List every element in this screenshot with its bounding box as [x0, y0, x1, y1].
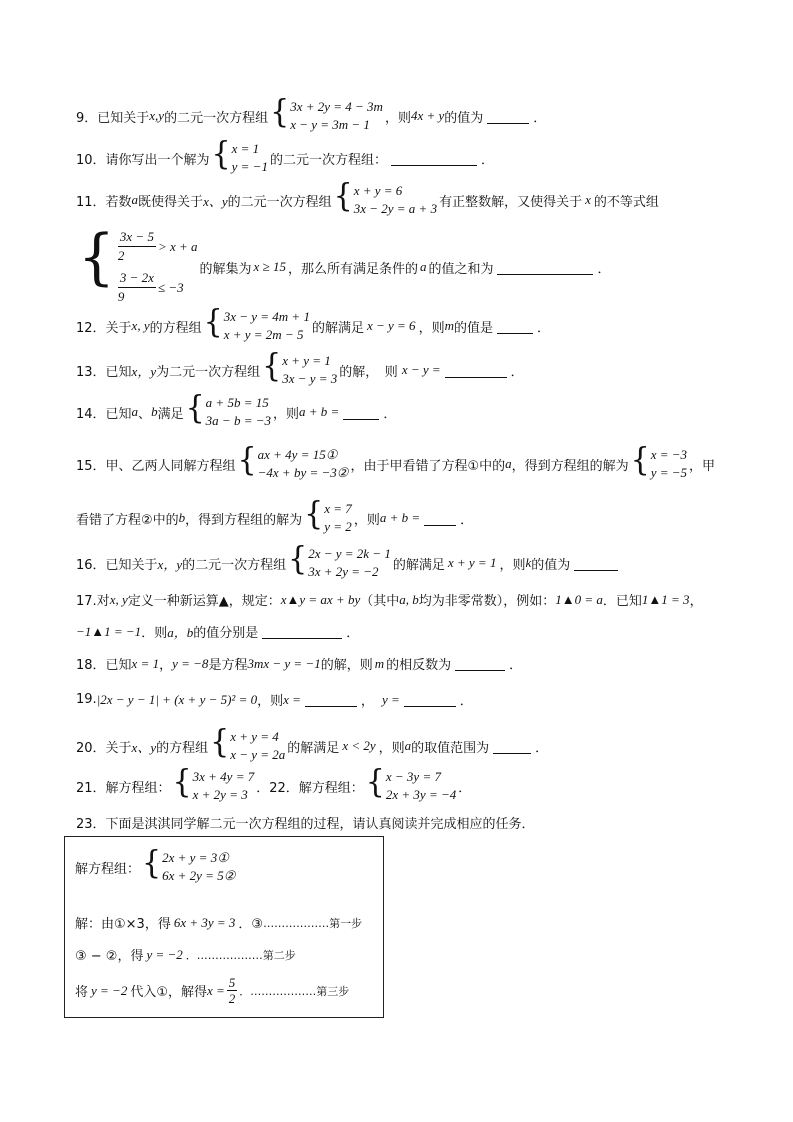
q15-pre: 15．甲、乙两人同解方程组: [76, 458, 236, 474]
q19-y: y =: [381, 691, 400, 707]
q18-pre: 18．已知: [76, 658, 132, 673]
q15-answer-blank[interactable]: [424, 511, 456, 526]
box-s3e: y = −2: [91, 982, 128, 998]
q18-eq: 3mx − y = −1: [247, 655, 321, 671]
q11-line2c: 的值之和为: [428, 261, 494, 277]
q10-answer-blank[interactable]: [391, 151, 477, 166]
box-system-line: [75, 844, 237, 885]
box-s3x: x =: [207, 982, 225, 998]
q15-mid2: ，得到方程组的解为: [511, 458, 629, 474]
q14-mid2: 满足: [157, 406, 184, 422]
q17-l1d: 均为非零常数），例如：: [418, 594, 556, 609]
q10-eq2: y = −1: [231, 159, 268, 174]
question-23: [76, 813, 535, 832]
q11-line2b: ，那么所有满足条件的: [287, 261, 418, 277]
q16-eq1: 2x − y = 2k − 1: [308, 546, 391, 561]
q18-m: m: [374, 655, 385, 671]
question-14: [76, 389, 397, 430]
q15-post: ，甲: [689, 458, 716, 474]
q11-x: x: [585, 192, 591, 207]
q15-expr: a + b =: [379, 510, 421, 525]
q16-post: 的解满足: [392, 557, 445, 573]
box-step-1: [75, 913, 362, 932]
q12-vars: x, y: [131, 318, 150, 333]
box-s3d: 2: [228, 991, 236, 1006]
q17-ex: 1▲0 = a: [555, 591, 603, 607]
q14-post: ，则: [273, 406, 300, 422]
q10-pre: 10．请你写出一个解为: [76, 152, 210, 168]
q16-post2: ，则: [499, 557, 526, 573]
q20-eq2: x − y = 2a: [230, 747, 286, 762]
q11-vars: x、y: [203, 193, 228, 209]
q16-system: { 2x − y = 2k − 1 3x + 2y = −2: [288, 540, 391, 579]
question-16: [76, 540, 622, 581]
q11-system: { x + y = 6 3x − 2y = a + 3: [333, 177, 438, 216]
q22-end: ．: [458, 780, 472, 796]
q22-system: { x − 3y = 7 2x + 3y = −4: [365, 763, 457, 802]
q20-mid: 的方程组: [156, 740, 209, 756]
q21-end: ．: [256, 780, 270, 796]
q22-pre: 22．解方程组：: [269, 780, 364, 796]
q11-i1-num: 3x − 5: [118, 228, 156, 247]
q11-mid2: 的二元一次方程组: [227, 194, 332, 210]
q13-pre: 13．已知: [76, 364, 132, 380]
q11-mid: 既使得关于: [138, 194, 204, 210]
q11-i1-den: 2: [117, 248, 125, 263]
q11-inequalities: { $\frac{3x - 5}{2}$ > x + a $\frac{3 - 2x}{9}$ ≤ −3: [78, 220, 198, 304]
q14-pre: 14．已知: [76, 406, 132, 422]
q12-post3: 的值是: [453, 320, 493, 336]
q13-vars: x，y: [131, 363, 157, 379]
q13-answer-blank[interactable]: [445, 363, 507, 378]
q16-pre: 16．已知关于: [76, 557, 158, 573]
q18-c: ，: [159, 658, 173, 673]
q18-post2: 的相反数为: [386, 658, 452, 673]
q23-text: 23．下面是淇淇同学解二元一次方程组的过程，请认真阅读并完成相应的任务．: [76, 817, 535, 832]
q19-eq: |2x − y − 1| + (x + y − 5)² = 0: [96, 691, 258, 707]
q13-eq1: x + y = 1: [282, 353, 331, 368]
q13-system: { x + y = 1 3x − y = 3: [262, 347, 338, 386]
q12-cond: x − y = 6: [366, 318, 416, 333]
q11-i2-num: 3 − 2x: [118, 269, 156, 288]
q20-vars: x、y: [131, 739, 157, 755]
q12-end: ．: [536, 320, 550, 336]
question-17-line2: [76, 622, 359, 641]
q19-mid: ，则: [257, 694, 284, 709]
q9-answer-blank[interactable]: [487, 109, 529, 124]
question-10: [76, 135, 494, 176]
box-s3a: 将: [75, 985, 89, 1000]
q12-post: 的解满足: [311, 320, 364, 336]
q11-pre: 11．若数: [76, 194, 132, 210]
q19-y-blank[interactable]: [404, 692, 456, 707]
q14-end: ．: [383, 406, 397, 422]
q22-eq1: x − 3y = 7: [385, 769, 441, 784]
q17-l1: 17.对: [76, 594, 110, 609]
q19-c: ，: [360, 694, 374, 709]
q16-vars: x，y: [157, 556, 183, 572]
box-s1c: ………………第一步: [263, 916, 363, 930]
question-20: [76, 723, 549, 764]
q16-cond: x + y = 1: [447, 555, 497, 570]
q15-s2: y = −5: [650, 465, 688, 480]
q15-a: a: [505, 456, 512, 471]
q15-l2c: ，则: [353, 512, 380, 528]
q14-b: b: [151, 404, 158, 419]
q17-g2: −1▲1 = −1: [76, 623, 142, 639]
question-21-22: [76, 763, 472, 804]
q20-post: 的解满足: [287, 740, 340, 756]
q17-l2b: 的值分别是: [193, 626, 259, 641]
q9-pre: 9．已知关于: [76, 110, 150, 126]
q15-eq1: ax + 4y = 15①: [257, 447, 338, 462]
question-15: [76, 441, 716, 482]
q12-system: { 3x − y = 4m + 1 x + y = 2m − 5: [203, 303, 310, 342]
q17-ab: a, b: [399, 591, 419, 607]
q14-answer-blank[interactable]: [343, 405, 379, 420]
q14-expr: a + b =: [299, 404, 340, 419]
q17-vars: x, y: [109, 591, 128, 607]
question-13: [76, 347, 524, 388]
q15-l2b: ，得到方程组的解为: [185, 512, 303, 528]
box-s2b: ．………………第二步: [185, 948, 296, 962]
q11-a: a: [131, 192, 139, 207]
q15-end: ．: [460, 512, 474, 528]
q9-end: ．: [533, 110, 547, 126]
box-eq2: 6x + 2y = 5②: [162, 868, 236, 883]
box-s3b: 代入①，解得: [130, 985, 207, 1000]
question-19: [76, 690, 473, 709]
q15-l2a: 看错了方程②中的: [76, 512, 179, 528]
q17-answer-blank[interactable]: [262, 624, 342, 639]
q20-answer-blank[interactable]: [493, 739, 531, 754]
q15-s1: x = −3: [650, 447, 688, 462]
box-step-2: [75, 945, 296, 964]
q17-l1b: 定义一种新运算▲，规定：: [127, 594, 281, 609]
q21-system: { 3x + 4y = 7 x + 2y = 3: [172, 763, 255, 802]
q10-end: ．: [480, 152, 494, 168]
box-eq1: 2x + y = 3①: [162, 850, 229, 865]
q19-pre: 19.: [76, 692, 97, 707]
q10-solution: { x = 1 y = −1: [211, 135, 268, 174]
q22-eq2: 2x + 3y = −4: [385, 787, 457, 802]
q21-eq1: 3x + 4y = 7: [192, 769, 255, 784]
q12-m: m: [444, 318, 454, 333]
q12-post2: ，则: [418, 320, 445, 336]
q21-pre: 21．解方程组：: [76, 780, 171, 796]
q17-ab2: a，b: [167, 625, 194, 640]
q17-l1e: ．已知: [602, 594, 642, 609]
q15-t1: x = 7: [324, 501, 352, 516]
q12-pre: 12．关于: [76, 320, 132, 336]
q20-cond: x < 2y: [342, 738, 376, 753]
q11-a2: a: [419, 259, 427, 274]
q11-post: 有正整数解，又使得关于: [439, 194, 583, 210]
q20-end: ．: [535, 740, 549, 756]
q15-eq2: −4x + by = −3②: [257, 465, 349, 480]
question-15-line2: [76, 495, 474, 536]
q13-mid: 为二元一次方程组: [156, 364, 261, 380]
q9-mid: 的二元一次方程组: [164, 110, 269, 126]
q9-post2: 的值为: [444, 110, 484, 126]
q16-mid: 的二元一次方程组: [182, 557, 287, 573]
q9-eq2: x − y = 3m − 1: [290, 117, 370, 132]
box-s1e: 6x + 3y = 3: [173, 914, 236, 930]
q20-pre: 20．关于: [76, 740, 132, 756]
q14-eq1: a + 5b = 15: [205, 395, 269, 410]
q15-t2: y = 2: [324, 519, 352, 534]
q17-def: x▲y = ax + by: [280, 591, 361, 607]
box-s1b: ．③: [238, 917, 264, 932]
q17-l2a: ．则: [141, 626, 168, 641]
q15-solution-2: { x = 7 y = 2: [304, 495, 352, 534]
q11-i2-den: 9: [117, 289, 125, 304]
q13-post: 的解， 则: [339, 364, 398, 380]
q18-post: 的解，则: [320, 658, 373, 673]
q17-end: ．: [346, 626, 360, 641]
q13-expr: x − y =: [401, 362, 441, 377]
box-system: { 2x + y = 3① 6x + 2y = 5②: [142, 844, 236, 883]
q11-eq2: 3x − 2y = a + 3: [353, 201, 438, 216]
q16-post3: 的值为: [531, 557, 571, 573]
question-11: [76, 177, 659, 218]
q11-eq1: x + y = 6: [353, 183, 403, 198]
q20-eq1: x + y = 4: [230, 729, 279, 744]
question-12: [76, 303, 550, 344]
q9-eq1: 3x + 2y = 4 − 3m: [290, 99, 383, 114]
box-s2e: y = −2: [146, 946, 183, 962]
box-s3c: ．………………第三步: [239, 984, 350, 998]
q16-k: k: [525, 555, 532, 570]
q12-eq1: 3x − y = 4m + 1: [223, 309, 310, 324]
q9-vars: x,y: [149, 108, 165, 123]
q11-i2-rhs: ≤ −3: [157, 279, 184, 295]
q17-l1c: （其中: [360, 594, 400, 609]
q15-mid: ，由于甲看错了方程①中的: [350, 458, 506, 474]
box-fraction: [227, 975, 238, 1006]
q11-sol: x ≥ 15: [253, 259, 286, 274]
solution-box: [64, 836, 384, 1018]
q11-post2: 的不等式组: [593, 194, 659, 210]
q14-eq2: 3a − b = −3: [205, 413, 271, 428]
q20-post3: 的取值范围为: [411, 740, 490, 756]
q16-answer-blank[interactable]: [574, 556, 618, 571]
q9-system: { 3x + 2y = 4 − 3m x − y = 3m − 1: [270, 93, 383, 132]
q14-a: a: [131, 404, 139, 419]
q18-x: x = 1: [131, 655, 160, 671]
q21-eq2: x + 2y = 3: [192, 787, 248, 802]
q20-a: a: [404, 738, 412, 753]
box-s1a: 解：由①×3，得: [75, 917, 171, 932]
q20-system: { x + y = 4 x − y = 2a: [210, 723, 286, 762]
q10-eq1: x = 1: [231, 141, 260, 156]
q15-b: b: [178, 510, 186, 525]
question-11-line2: [76, 220, 611, 306]
q13-eq2: 3x − y = 3: [282, 371, 338, 386]
q14-mid: 、: [138, 406, 152, 422]
q17-l1f: ，: [689, 594, 703, 609]
q13-end: ．: [510, 364, 524, 380]
q14-system: { a + 5b = 15 3a − b = −3: [185, 389, 271, 428]
q12-mid: 的方程组: [149, 320, 202, 336]
q18-mid: 是方程: [208, 658, 248, 673]
q19-x: x =: [283, 691, 301, 707]
box-l1: 解方程组：: [75, 861, 141, 877]
q9-expr: 4x + y: [410, 108, 445, 123]
q20-post2: ，则: [378, 740, 405, 756]
q18-end: ．: [509, 658, 523, 673]
q16-eq2: 3x + 2y = −2: [308, 564, 379, 579]
box-step-3: [75, 975, 349, 1006]
box-s3n: 5: [228, 975, 236, 990]
box-s2a: ③ − ②，得: [75, 949, 144, 964]
q15-system: { ax + 4y = 15① −4x + by = −3②: [237, 441, 349, 480]
q19-end: ．: [459, 694, 473, 709]
q19-x-blank[interactable]: [305, 692, 357, 707]
q15-solution-1: { x = −3 y = −5: [630, 441, 688, 480]
q12-answer-blank[interactable]: [497, 319, 533, 334]
q11-end: ．: [597, 261, 611, 277]
question-9: [76, 93, 547, 134]
q9-post1: ，则: [384, 110, 411, 126]
q10-post: 的二元一次方程组：: [269, 152, 387, 168]
q17-g1: 1▲1 = 3: [641, 591, 690, 607]
q11-line2a: 的解集为: [199, 261, 252, 277]
q18-y: y = −8: [172, 655, 209, 671]
question-18: [76, 654, 522, 673]
question-17: [76, 590, 703, 609]
q11-answer-blank[interactable]: [497, 260, 593, 275]
q12-eq2: x + y = 2m − 5: [223, 327, 304, 342]
q18-answer-blank[interactable]: [455, 656, 505, 671]
q11-i1-rhs: > x + a: [157, 238, 198, 254]
